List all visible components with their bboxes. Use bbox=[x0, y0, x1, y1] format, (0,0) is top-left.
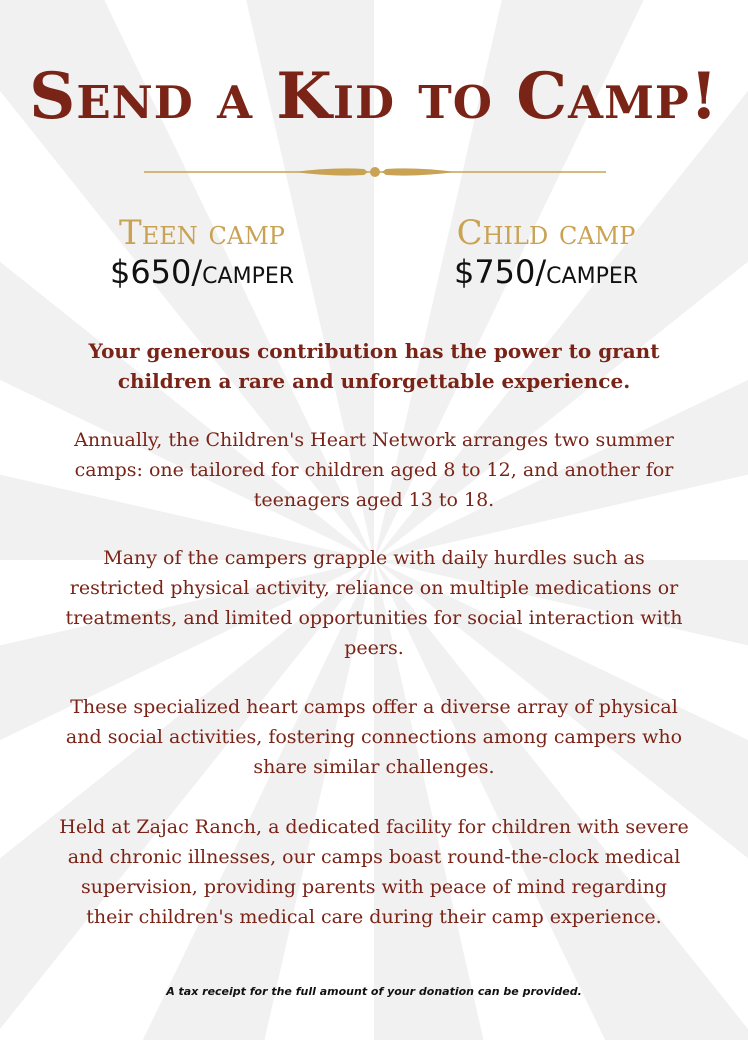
paragraph-camps: Annually, the Children's Heart Network arranges two summer camps: one tailored for children aged 8 to 12, and another for teenagers aged 13 to 18. bbox=[74, 429, 674, 511]
teen-camp-price: $650/camper bbox=[109, 253, 295, 292]
page-title: Send a Kid to Camp! bbox=[29, 59, 719, 134]
paragraph-ranch: Held at Zajac Ranch, a dedicated facility for children with severe and chronic illnesses, our camps boast round-the-clock medical supervision, providing parents with peace of mind regarding their children's medical care during their camp experience. bbox=[59, 816, 689, 928]
teen-camp-block bbox=[52, 215, 352, 291]
ornamental-divider bbox=[144, 163, 606, 181]
child-camp-block bbox=[396, 215, 696, 291]
tax-receipt-note: A tax receipt for the full amount of your donation can be provided. bbox=[166, 985, 582, 998]
paragraph-hurdles: Many of the campers grapple with daily hurdles such as restricted physical activity, reliance on multiple medications or treatments, and limited opportunities for social interaction with peers. bbox=[65, 547, 683, 659]
paragraph-activities: These specialized heart camps offer a diverse array of physical and social activities, fostering connections among campers who share similar challenges. bbox=[65, 696, 683, 778]
child-camp-price: $750/camper bbox=[453, 253, 639, 292]
teen-camp-label: Teen camp bbox=[119, 213, 285, 253]
child-camp-label: Child camp bbox=[456, 213, 636, 253]
lead-text: Your generous contribution has the power to grant children a rare and unforgettable experience. bbox=[88, 339, 660, 393]
